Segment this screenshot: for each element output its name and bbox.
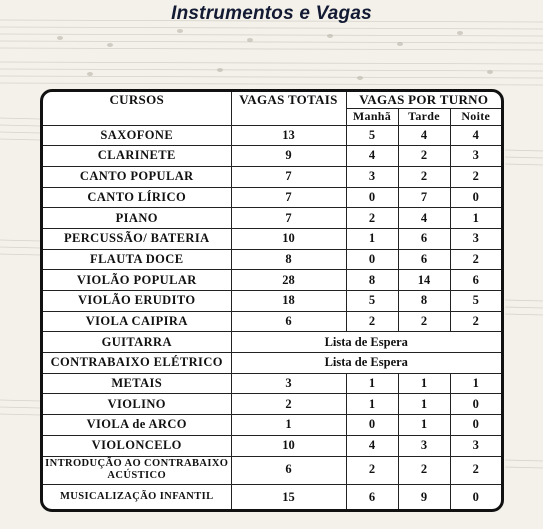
morning-vacancies-cell: 1 — [346, 373, 398, 394]
table-row — [43, 208, 501, 229]
total-vacancies-cell: 8 — [231, 249, 346, 270]
table-row — [43, 249, 501, 270]
waitlist-cell: Lista de Espera — [231, 353, 501, 374]
course-name-cell: CLARINETE — [43, 146, 231, 167]
afternoon-vacancies-cell: 1 — [398, 373, 450, 394]
table-row — [43, 353, 501, 374]
afternoon-vacancies-cell: 2 — [398, 166, 450, 187]
morning-vacancies-cell: 0 — [346, 249, 398, 270]
course-name-cell: VIOLÃO ERUDITO — [43, 291, 231, 312]
page-title: Instrumentos e Vagas — [171, 3, 372, 24]
morning-vacancies-cell: 2 — [346, 311, 398, 332]
total-vacancies-cell: 9 — [231, 146, 346, 167]
afternoon-vacancies-cell: 2 — [398, 146, 450, 167]
morning-vacancies-cell: 8 — [346, 270, 398, 291]
morning-vacancies-cell: 4 — [346, 146, 398, 167]
course-name-cell: VIOLINO — [43, 394, 231, 415]
night-vacancies-cell: 0 — [450, 187, 501, 208]
header-manha: Manhã — [346, 108, 398, 125]
vacancies-table-card — [40, 89, 504, 512]
morning-vacancies-cell: 6 — [346, 484, 398, 510]
night-vacancies-cell: 2 — [450, 166, 501, 187]
night-vacancies-cell: 0 — [450, 394, 501, 415]
course-name-cell: CANTO LÍRICO — [43, 187, 231, 208]
night-vacancies-cell: 2 — [450, 311, 501, 332]
total-vacancies-cell: 3 — [231, 373, 346, 394]
morning-vacancies-cell: 1 — [346, 394, 398, 415]
table-row — [43, 415, 501, 436]
night-vacancies-cell: 2 — [450, 456, 501, 484]
total-vacancies-cell: 10 — [231, 228, 346, 249]
header-cursos: CURSOS — [43, 92, 231, 125]
table-row — [43, 373, 501, 394]
night-vacancies-cell: 5 — [450, 291, 501, 312]
night-vacancies-cell: 3 — [450, 435, 501, 456]
afternoon-vacancies-cell: 9 — [398, 484, 450, 510]
total-vacancies-cell: 7 — [231, 208, 346, 229]
vacancies-table — [43, 92, 501, 510]
table-row — [43, 456, 501, 484]
afternoon-vacancies-cell: 1 — [398, 415, 450, 436]
table-row — [43, 311, 501, 332]
course-name-cell: VIOLA de ARCO — [43, 415, 231, 436]
morning-vacancies-cell: 2 — [346, 456, 398, 484]
afternoon-vacancies-cell: 14 — [398, 270, 450, 291]
course-name-cell: CANTO POPULAR — [43, 166, 231, 187]
waitlist-cell: Lista de Espera — [231, 332, 501, 353]
night-vacancies-cell: 3 — [450, 146, 501, 167]
table-body — [43, 125, 501, 510]
header-noite: Noite — [450, 108, 501, 125]
course-name-cell: VIOLÃO POPULAR — [43, 270, 231, 291]
afternoon-vacancies-cell: 6 — [398, 228, 450, 249]
morning-vacancies-cell: 0 — [346, 415, 398, 436]
total-vacancies-cell: 7 — [231, 187, 346, 208]
morning-vacancies-cell: 5 — [346, 291, 398, 312]
morning-vacancies-cell: 2 — [346, 208, 398, 229]
afternoon-vacancies-cell: 4 — [398, 125, 450, 146]
night-vacancies-cell: 0 — [450, 484, 501, 510]
total-vacancies-cell: 28 — [231, 270, 346, 291]
total-vacancies-cell: 7 — [231, 166, 346, 187]
course-name-cell: VIOLA CAIPIRA — [43, 311, 231, 332]
total-vacancies-cell: 10 — [231, 435, 346, 456]
afternoon-vacancies-cell: 7 — [398, 187, 450, 208]
night-vacancies-cell: 1 — [450, 373, 501, 394]
table-row — [43, 394, 501, 415]
course-name-cell: PIANO — [43, 208, 231, 229]
total-vacancies-cell: 13 — [231, 125, 346, 146]
morning-vacancies-cell: 4 — [346, 435, 398, 456]
total-vacancies-cell: 2 — [231, 394, 346, 415]
table-row — [43, 291, 501, 312]
afternoon-vacancies-cell: 1 — [398, 394, 450, 415]
afternoon-vacancies-cell: 6 — [398, 249, 450, 270]
header-vagas-por-turno: VAGAS POR TURNO — [346, 92, 501, 108]
header-vagas-totais: VAGAS TOTAIS — [231, 92, 346, 125]
night-vacancies-cell: 0 — [450, 415, 501, 436]
morning-vacancies-cell: 0 — [346, 187, 398, 208]
table-row — [43, 187, 501, 208]
table-row — [43, 166, 501, 187]
morning-vacancies-cell: 5 — [346, 125, 398, 146]
header-tarde: Tarde — [398, 108, 450, 125]
afternoon-vacancies-cell: 4 — [398, 208, 450, 229]
total-vacancies-cell: 1 — [231, 415, 346, 436]
night-vacancies-cell: 4 — [450, 125, 501, 146]
night-vacancies-cell: 2 — [450, 249, 501, 270]
morning-vacancies-cell: 1 — [346, 228, 398, 249]
course-name-cell: FLAUTA DOCE — [43, 249, 231, 270]
total-vacancies-cell: 6 — [231, 311, 346, 332]
afternoon-vacancies-cell: 8 — [398, 291, 450, 312]
table-row — [43, 435, 501, 456]
table-row — [43, 125, 501, 146]
total-vacancies-cell: 6 — [231, 456, 346, 484]
course-name-cell: VIOLONCELO — [43, 435, 231, 456]
course-name-cell: PERCUSSÃO/ BATERIA — [43, 228, 231, 249]
course-name-cell: MUSICALIZAÇÃO INFANTIL — [43, 484, 231, 510]
table-row — [43, 332, 501, 353]
morning-vacancies-cell: 3 — [346, 166, 398, 187]
afternoon-vacancies-cell: 2 — [398, 456, 450, 484]
table-row — [43, 228, 501, 249]
total-vacancies-cell: 18 — [231, 291, 346, 312]
afternoon-vacancies-cell: 2 — [398, 311, 450, 332]
total-vacancies-cell: 15 — [231, 484, 346, 510]
course-name-cell: SAXOFONE — [43, 125, 231, 146]
afternoon-vacancies-cell: 3 — [398, 435, 450, 456]
table-row — [43, 484, 501, 510]
table-row — [43, 270, 501, 291]
course-name-cell: INTRODUÇÃO AO CONTRABAIXO ACÚSTICO — [43, 456, 231, 484]
night-vacancies-cell: 1 — [450, 208, 501, 229]
night-vacancies-cell: 3 — [450, 228, 501, 249]
table-row — [43, 146, 501, 167]
night-vacancies-cell: 6 — [450, 270, 501, 291]
course-name-cell: CONTRABAIXO ELÉTRICO — [43, 353, 231, 374]
course-name-cell: GUITARRA — [43, 332, 231, 353]
course-name-cell: METAIS — [43, 373, 231, 394]
